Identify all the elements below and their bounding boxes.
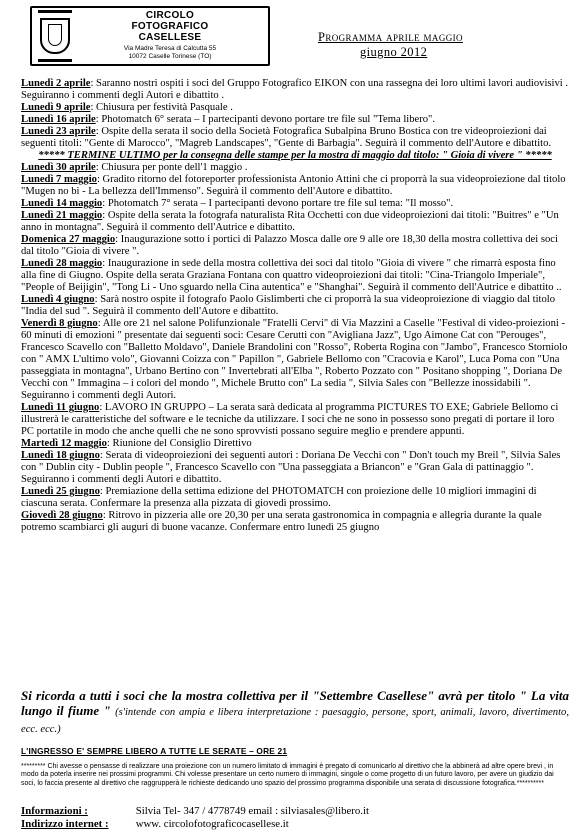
- entry-text: : LAVORO IN GRUPPO – La serata sarà dedicata al programma PICTURES TO EXE; Gabriele Bellomo ci illustrerà le caratteristiche del software e le tecniche da utilizzare. I soci che ne sono in possesso sono pregati di portare il loro PC portatile in modo che anche quelli che ne sono sprovvisti possano seguire meglio e prendere appunti.: [21, 402, 559, 437]
- entry-text: : Ritrovo in pizzeria alle ore 20,30 per una serata gastronomica in compagnia e allegria durante la quale potremo scambiarci gli auguri di buone vacanze. Confermare entro lunedì 25 giugno: [21, 510, 542, 533]
- program-title-line1: Programma aprile maggio: [318, 30, 463, 44]
- club-name-line3: CASELLESE: [138, 32, 202, 43]
- club-address-line2: 10072 Caselle Torinese (TO): [128, 53, 212, 60]
- entry-date: Lunedì 16 aprile: [21, 114, 96, 125]
- contact-web-row: [21, 818, 569, 831]
- contacts: [21, 805, 569, 831]
- club-name-line2: FOTOGRAFICO: [131, 21, 209, 32]
- deadline-notice-text: ***** TERMINE ULTIMO per la consegna delle stampe per la mostra di maggio dal titolo: " Gioia di vivere " *****: [38, 150, 552, 161]
- entry-date: Lunedì 9 aprile: [21, 102, 91, 113]
- entry-date: Lunedì 14 maggio: [21, 198, 103, 209]
- program-title: [318, 30, 538, 60]
- program-entry: [21, 210, 569, 234]
- program-entry: [21, 174, 569, 198]
- entry-date: Domenica 27 maggio: [21, 234, 116, 245]
- program-entry: [21, 198, 569, 210]
- entry-text: : Ospite della serata la fotografa naturalista Rita Occhetti con due videoproiezioni dai titoli: "Buitres" e "Un anno in montagna". Seguirà il commento dell'Autrice e dibattito.: [21, 210, 559, 233]
- contact-info-row: [21, 805, 569, 818]
- entry-text: : Saranno nostri ospiti i soci del Gruppo Fotografico EIKON con una rassegna dei loro ultimi lavori audiovisivi . Seguiranno i commenti degli Autori e dibattito .: [21, 78, 568, 101]
- program-entry: [21, 78, 569, 102]
- club-name-line1: CIRCOLO: [145, 10, 195, 21]
- program-entry: [21, 510, 569, 534]
- entry-text: : Inaugurazione in sede della mostra collettiva dei soci dal titolo "Gioia di vivere " che rimarrà esposta fino alla fine di Giugno. Ospite della serata Graziana Fontana con quattro videoproiezioni dai titoli: "Cina-Triangolo Imperiale", "People of Beijigin", "Tong Li - Uno sguardo nella Cina autentica" e "Shanghai". Seguirà il commento dell'Autrice e dibattito ..: [21, 258, 562, 293]
- entry-date: Giovedì 28 giugno: [21, 510, 103, 521]
- closing-note: [21, 688, 569, 737]
- program-entry: [21, 486, 569, 510]
- entry-date: Lunedì 7 maggio: [21, 174, 97, 185]
- entry-date: Martedì 12 maggio: [21, 438, 107, 449]
- club-name: [90, 10, 250, 61]
- program-entry: [21, 294, 569, 318]
- program-entry: [21, 162, 569, 174]
- entry-text: : Inaugurazione sotto i portici di Palazzo Mosca dalle ore 9 alle ore 18,30 della mostra collettiva dei soci dal titolo "Gioia di vivere ".: [21, 234, 558, 257]
- program-entry: [21, 258, 569, 294]
- crest-icon: [40, 18, 70, 54]
- entry-text: : Chiusura per festività Pasquale .: [90, 102, 233, 113]
- entry-text: : Gradito ritorno del fotoreporter professionista Antonio Attini che ci proporrà la sua videoproiezione dal titolo "Mugen no bi - La bellezza dell'Immenso". Seguirà il commento dell'Autore e dibattito.: [21, 174, 566, 197]
- program-title-line2: giugno 2012: [360, 45, 428, 59]
- program-entry: [21, 126, 569, 150]
- entry-text: : Ospite della serata il socio della Società Fotografica Subalpina Bruno Bostica con tre videoproiezioni dai seguenti titoli: "Gente di Marocco", "Magreb Landscapes", "Gente di Barbagia". Seguirà il commento dell'Autore e dibattito.: [21, 126, 552, 149]
- entry-text: : Alle ore 21 nel salone Polifunzionale "Fratelli Cervi" di Via Mazzini a Caselle "Festival di video-proiezioni - 60 minuti di emozioni " presentate dai seguenti soci: Cesare Cerutti con "Avigliana Jazz", Ugo Aimone Cat con "Perouges", Francesco Scavello con "Balletto Moldavo", Daniele Brandolini con "Rosso", Roberta Rogina con "Jambo", Francesco Storniolo con " AMX L'ultimo volo", Giovanni Coizza con " Papillon ", Gabriele Bellomo con "Cracovia e Karol", Luca Poma con "Una passeggiata in montagna", Urbano Bertino con " Invertebrati all'Elba ", Roberto Pozzato con " Positano shopping ", Doriana De Vecchi con " Immagina – i colori del mondo ", Michele Brutto con" La sedia ", Silvia Sales con "Bellezze inossidabili ". Seguiranno i commenti degli Autori.: [21, 318, 568, 401]
- contact-web-label: Indirizzo internet :: [21, 818, 109, 830]
- club-logo: [30, 6, 270, 76]
- contact-web-value[interactable]: www. circolofotograficocasellese.it: [135, 818, 289, 830]
- program-entry: [21, 234, 569, 258]
- contact-info-value[interactable]: Silvia Tel- 347 / 4778749 email : silviasales@libero.it: [135, 805, 369, 817]
- entry-text: : Premiazione della settima edizione del PHOTOMATCH con proiezione delle 10 migliori immagini di ciascuna serata. Confermare la presenza alla pizzata di giovedì prossimo.: [21, 486, 537, 509]
- entry-date: Lunedì 11 giugno: [21, 402, 100, 413]
- entry-date: Lunedì 28 maggio: [21, 258, 103, 269]
- deadline-notice: [21, 150, 569, 162]
- entry-date: Lunedì 2 aprile: [21, 78, 91, 89]
- fineprint: ********* Chi avesse o pensasse di realizzare una proiezione con un numero limitato di immagini è pregato di comunicarlo al direttivo che la abbinerà ad altre opere brevi , in modo da poterla inserire nei prossimi programmi. Chi volesse presentare un certo numero di immagini, singole o come progetto di un futuro lavoro, per avere un giudizio dai soci, lo faccia presente al direttivo che raggrupperà le richieste dedicando uno spazio del prossimo programma disponibile una serata di discussione fotografica.**********: [21, 763, 554, 787]
- entry-date: Venerdì 8 giugno: [21, 318, 98, 329]
- program-entry: [21, 450, 569, 486]
- entry-date: Lunedì 30 aprile: [21, 162, 96, 173]
- club-address-line1: Via Madre Teresa di Calcutta 55: [123, 45, 217, 52]
- entry-text: : Serata di videoproiezioni dei seguenti autori : Doriana De Vecchi con " Don't touch my Breil ", Silvia Sales con " Dublin city - Dublin people ", Francesco Scavello con "Una passeggiata a Briancon" e "Gran Gala di pattinaggio ". Seguiranno i commenti degli Autori e dibattito.: [21, 450, 561, 485]
- program-entry: [21, 438, 569, 450]
- entry-date: Lunedì 25 giugno: [21, 486, 100, 497]
- closing-note-aside: (s'intende con ampia e libera interpretazione : paesaggio, persone, sport, animali, lavoro, divertimento, ecc. ecc.): [21, 707, 569, 735]
- entry-text: : Riunione del Consiglio Direttivo: [106, 438, 252, 449]
- entrance-notice: L'INGRESSO E' SEMPRE LIBERO A TUTTE LE SERATE – ORE 21: [21, 746, 288, 756]
- entry-text: : Photomatch 6° serata – I partecipanti devono portare tre file sul "Tema libero".: [95, 114, 436, 125]
- program-entry: [21, 102, 569, 114]
- program-entry: [21, 318, 569, 402]
- closing-note-main: Si ricorda a tutti i soci che la mostra collettiva per il "Settembre Casellese" avrà per titolo " La vita lungo il fiume ": [21, 688, 569, 718]
- program-entry: [21, 114, 569, 126]
- contact-info-label: Informazioni :: [21, 805, 88, 817]
- program-entries: [21, 78, 569, 534]
- entry-date: Lunedì 23 aprile: [21, 126, 96, 137]
- entry-date: Lunedì 18 giugno: [21, 450, 100, 461]
- entry-date: Lunedì 4 giugno: [21, 294, 95, 305]
- entry-text: : Sarà nostro ospite il fotografo Paolo Gislimberti che ci proporrà la sua videoproiezione di viaggio dal titolo "India del sud ". Seguirà il commento dell'Autore e dibattito.: [21, 294, 556, 317]
- entry-text: : Photomatch 7° serata – I partecipanti devono portare tre file sul tema: "Il mosso".: [102, 198, 454, 209]
- program-entry: [21, 402, 569, 438]
- entry-date: Lunedì 21 maggio: [21, 210, 103, 221]
- entry-text: : Chiusura per ponte dell'1 maggio .: [95, 162, 248, 173]
